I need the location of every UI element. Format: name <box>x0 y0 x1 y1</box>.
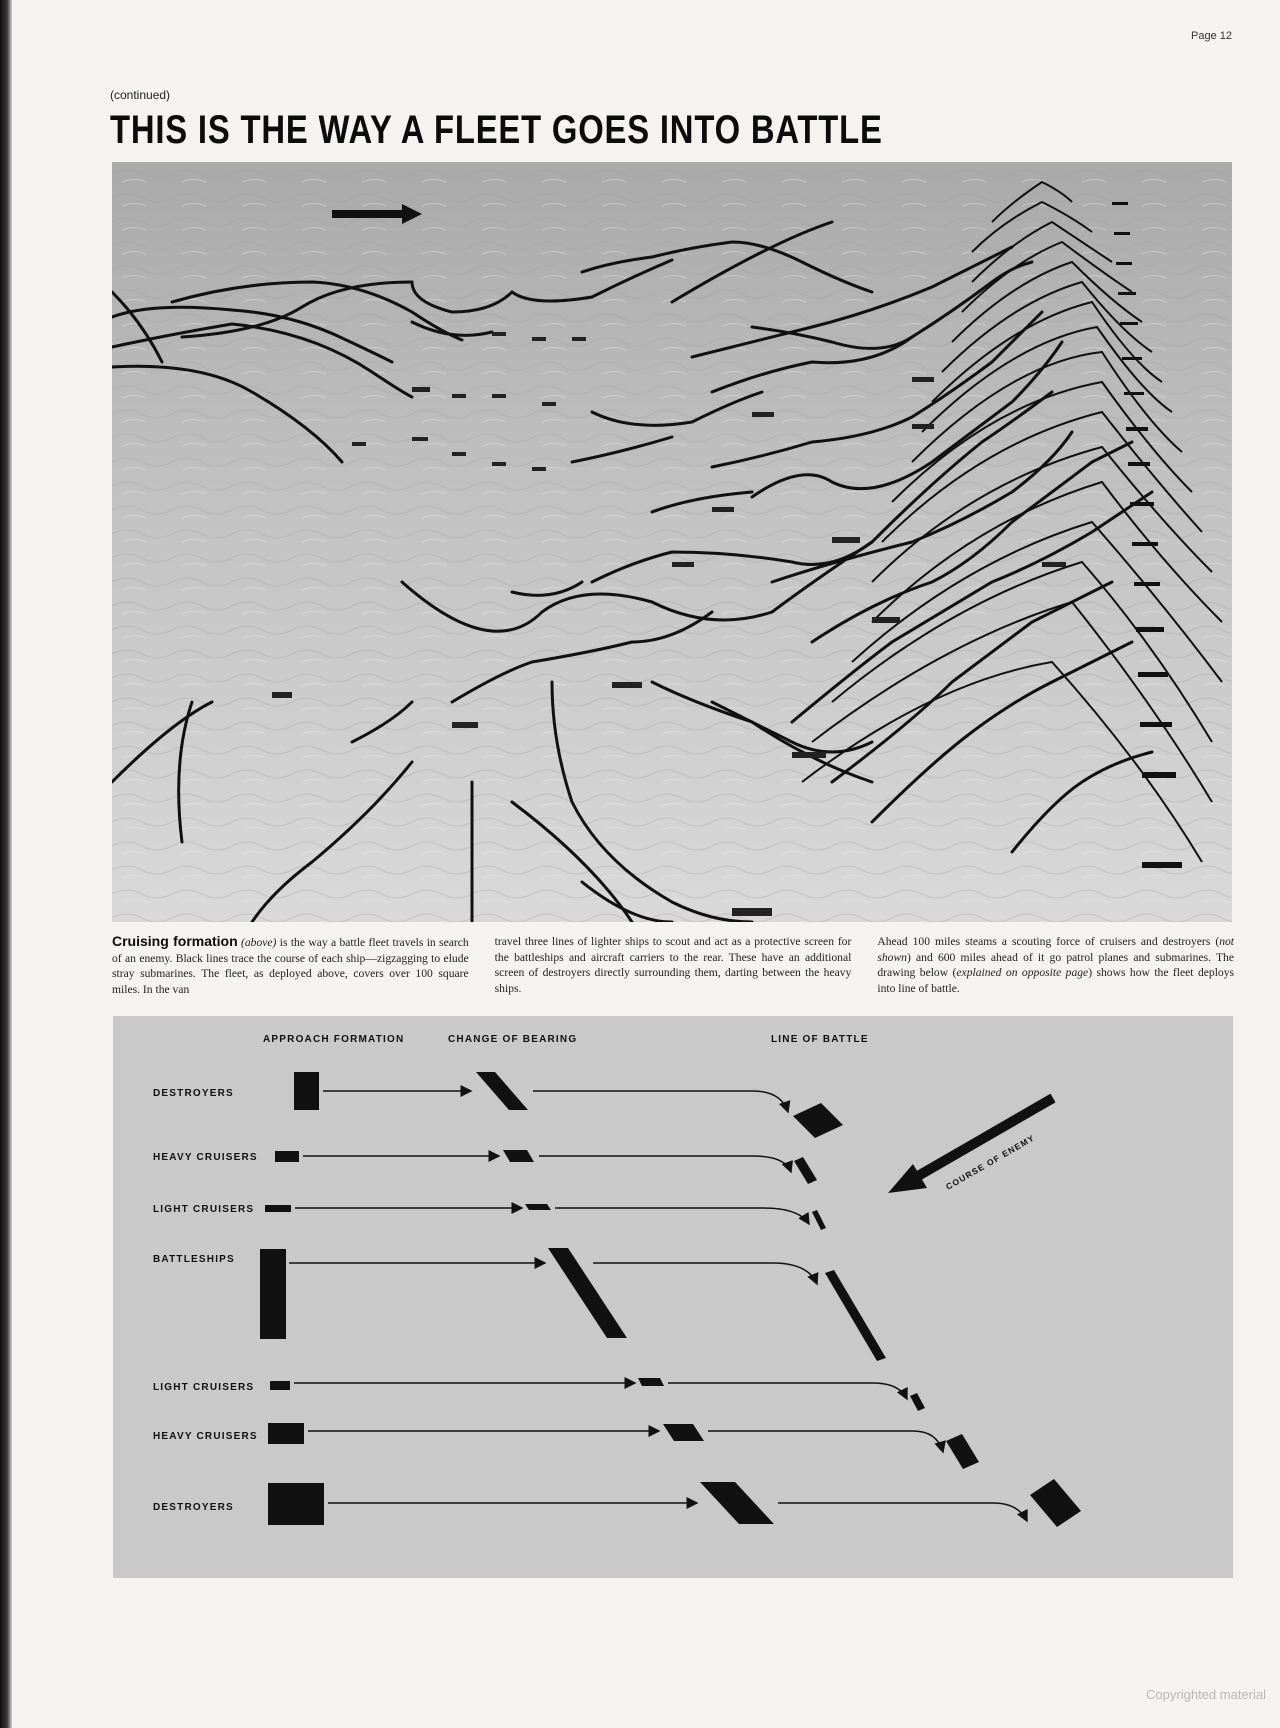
approach-battleships <box>260 1249 286 1339</box>
caption-column-3-text-a: Ahead 100 miles steams a scouting force of cruisers and destroyers ( <box>877 935 1220 948</box>
bearing-heavy-cruisers-top <box>503 1150 534 1162</box>
bearing-light-cruisers-top <box>525 1204 551 1210</box>
caption-column-3-text-b: ) and 600 miles ahead of it go patrol planes and submarines. The drawing below ( <box>877 950 1235 979</box>
caption-column-3-text-c: ) shows how the fleet deploys into line of battle. <box>877 966 1235 995</box>
caption-block <box>112 934 1234 1004</box>
caption-column-2: travel three lines of lighter ships to scout and act as a protective screen for the battleships and aircraft carriers to the rear. These have an additional screen of destroyers directly surrounding them, darting between the heavy ships. <box>494 935 852 995</box>
approach-heavy-cruisers-top <box>275 1151 299 1162</box>
bearing-heavy-cruisers-bottom <box>663 1424 704 1441</box>
approach-light-cruisers-bottom <box>270 1381 290 1390</box>
fleet-photo-illustration <box>112 162 1232 922</box>
header-change-of-bearing: CHANGE OF BEARING <box>448 1034 578 1045</box>
caption-lead: Cruising formation <box>112 933 238 949</box>
approach-light-cruisers-top <box>265 1205 291 1212</box>
header-line-of-battle: LINE OF BATTLE <box>771 1034 869 1045</box>
enemy-course-label: COURSE OF ENEMY <box>944 1132 1037 1192</box>
bearing-destroyers-top <box>476 1072 528 1110</box>
row-label-destroyers-bottom: DESTROYERS <box>153 1502 234 1513</box>
ship-groups <box>260 1072 1081 1527</box>
row-label-battleships: BATTLESHIPS <box>153 1254 235 1265</box>
bearing-destroyers-bottom <box>700 1482 774 1524</box>
header-approach-formation: APPROACH FORMATION <box>263 1034 405 1045</box>
bearing-battleships <box>548 1248 627 1338</box>
copyright-watermark: Copyrighted material <box>1146 1687 1266 1702</box>
approach-destroyers-top <box>294 1072 319 1110</box>
page-number: Page 12 <box>1191 30 1232 42</box>
binding-edge <box>0 0 12 1728</box>
battle-heavy-cruisers-bottom <box>946 1434 979 1469</box>
bearing-light-cruisers-bottom <box>638 1378 664 1386</box>
movement-arrows <box>289 1091 1027 1521</box>
battle-destroyers-bottom <box>1030 1479 1081 1527</box>
approach-heavy-cruisers-bottom <box>268 1423 304 1444</box>
battle-light-cruisers-bottom <box>910 1393 925 1411</box>
continued-label: (continued) <box>110 88 171 102</box>
caption-not-shown: not shown <box>877 935 1235 964</box>
fleet-photo <box>112 162 1232 922</box>
deployment-diagram-svg <box>113 1016 1233 1578</box>
caption-lead-ref: (above) <box>241 936 277 949</box>
caption-column-1 <box>112 934 469 1004</box>
caption-column-3 <box>877 934 1234 1004</box>
deployment-diagram <box>113 1016 1233 1578</box>
battle-light-cruisers-top <box>812 1210 826 1230</box>
approach-destroyers-bottom <box>268 1483 324 1525</box>
battle-battleships <box>825 1270 886 1361</box>
row-label-destroyers-top: DESTROYERS <box>153 1088 234 1099</box>
caption-explained-ref: explained on opposite page <box>956 966 1089 979</box>
row-label-light-cruisers-bottom: LIGHT CRUISERS <box>153 1382 255 1393</box>
page-title: THIS IS THE WAY A FLEET GOES INTO BATTLE <box>110 108 883 152</box>
row-label-heavy-cruisers-bottom: HEAVY CRUISERS <box>153 1431 258 1442</box>
row-label-light-cruisers-top: LIGHT CRUISERS <box>153 1204 255 1215</box>
battle-heavy-cruisers-top <box>794 1157 817 1184</box>
caption-column-1-text: is the way a battle fleet travels in search of an enemy. Black lines trace the course of each ship—zigzagging to elude stray submarines. The fleet, as deployed above, covers over 100 square miles. In the van <box>112 936 469 996</box>
row-label-heavy-cruisers-top: HEAVY CRUISERS <box>153 1152 258 1163</box>
battle-destroyers-top <box>793 1103 843 1138</box>
